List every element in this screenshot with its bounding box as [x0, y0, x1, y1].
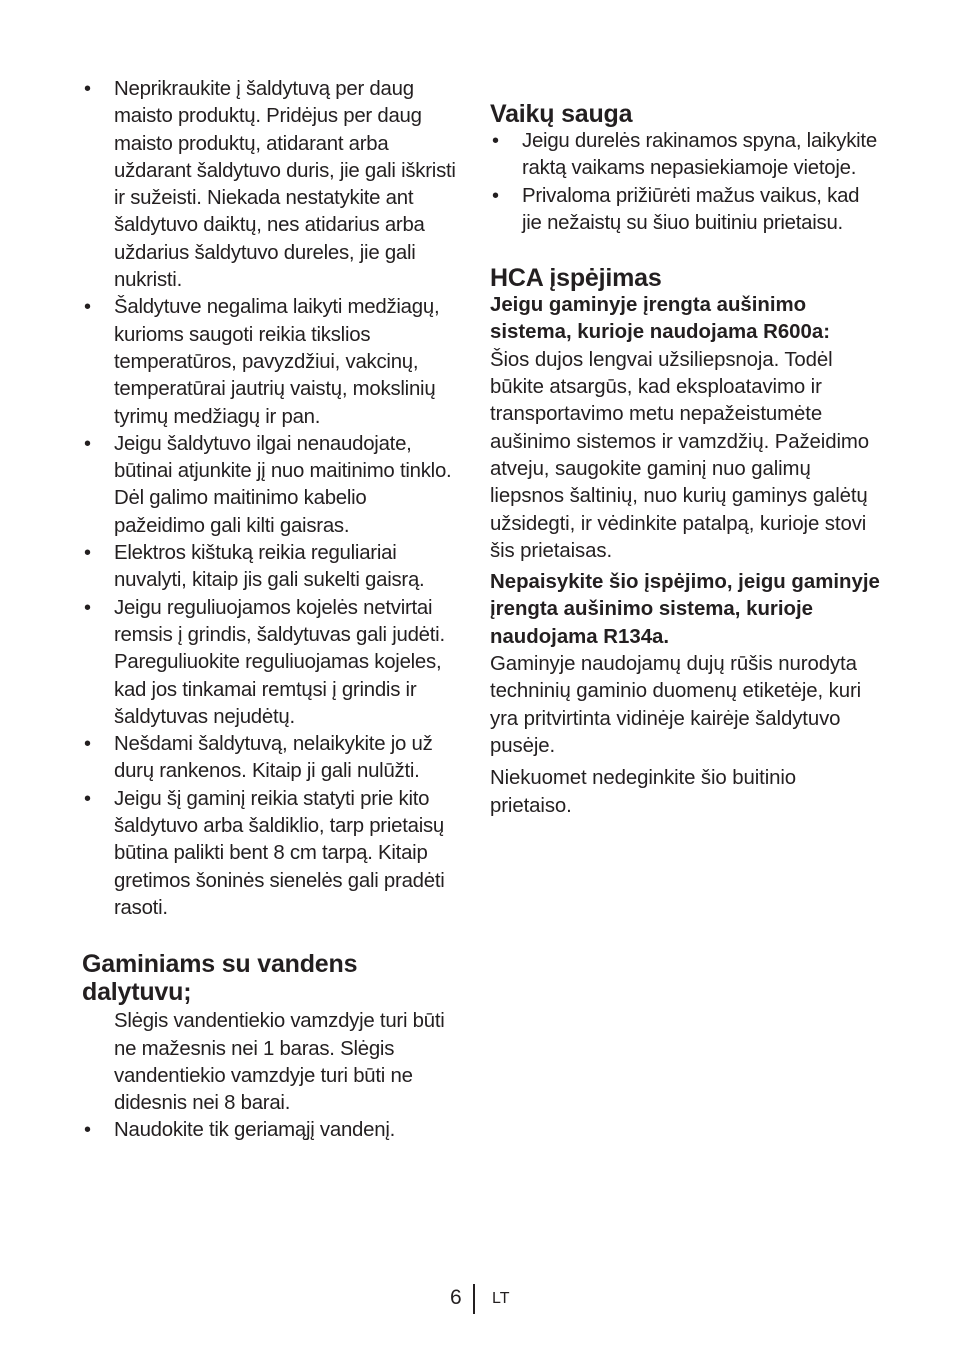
- list-item: [82, 540, 462, 595]
- bullet-icon: •: [84, 432, 91, 455]
- list-item: [82, 1117, 462, 1144]
- bullet-icon: •: [492, 184, 499, 207]
- water-pressure-paragraph: Slėgis vandentiekio vamzdyje turi būti ne mažesnis nei 1 baras. Slėgis vandentiekio vamzdyje turi būti ne didesnis nei 8 barai.: [114, 1010, 445, 1115]
- list-item-text: Privaloma prižiūrėti mažus vaikus, kad jie nežaistų su šiuo buitiniu prietaisu.: [522, 184, 860, 234]
- bullet-icon: •: [84, 733, 91, 756]
- gas-type-paragraph: Gaminyje naudojamų dujų rūšis nurodyta techninių gaminio duomenų etiketėje, kuri yra pritvirtinta vidinėje kairėje šaldytuvo pusėje.: [490, 653, 862, 757]
- water-dispenser-heading: Gaminiams su vandens dalytuvu;: [82, 950, 358, 1007]
- bullet-icon: •: [84, 296, 91, 319]
- list-item: [82, 76, 462, 294]
- page-number: 6: [450, 1286, 462, 1309]
- right-column: [490, 76, 880, 820]
- list-item-text: Jeigu šį gaminį reikia statyti prie kito šaldytuvo arba šaldiklio, tarp prietaisų būtina palikti bent 8 cm tarpą. Kitaip gretimos šoninės sienelės gali pradėti rasoti.: [114, 787, 445, 919]
- bullet-icon: •: [84, 78, 91, 100]
- list-item-text: Šaldytuve negalima laikyti medžiagų, kurioms saugoti reikia tikslios temperatūros, pavyzdžiui, vakcinų, temperatūrai jautrių vaistų, mokslinių tyrimų medžiagų ir pan.: [114, 296, 440, 428]
- list-item: [490, 128, 880, 183]
- page-footer: [0, 1284, 954, 1314]
- list-item-text: Naudokite tik geriamąjį vandenį.: [114, 1119, 396, 1142]
- list-item-text: Elektros kištuką reikia reguliariai nuvalyti, kitaip jis gali sukelti gaisrą.: [114, 542, 425, 592]
- r600a-warning: Jeigu gaminyje įrengta aušinimo sistema, kurioje naudojama R600a:: [490, 294, 830, 344]
- bullet-icon: •: [84, 596, 91, 619]
- list-item: [82, 294, 462, 430]
- r600a-paragraph: Šios dujos lengvai užsiliepsnoja. Todėl būkite atsargūs, kad eksploatavimo ir transportavimo metu nepažeistumėte aušinimo sistemos ir vamzdžių. Pažeidimo atveju, saugokite gaminį nuo galimų liepsnos šaltinių, nuo kurių gaminys galėtų užsidegti, ir vėdinkite patalpą, kurioje stovi šis prietaisas.: [490, 348, 870, 562]
- list-item: [82, 731, 462, 786]
- list-item-text: Jeigu durelės rakinamos spyna, laikykite raktą vaikams nepasiekiamoje vietoje.: [522, 130, 877, 180]
- list-item: [490, 183, 880, 238]
- water-list: [82, 1117, 462, 1144]
- footer-divider: [473, 1284, 475, 1314]
- list-item: [82, 786, 462, 922]
- list-item-text: Jeigu šaldytuvo ilgai nenaudojate, būtinai atjunkite jį nuo maitinimo tinklo. Dėl galimo maitinimo kabelio pažeidimo gali kilti gaisras.: [114, 432, 452, 537]
- bullet-icon: •: [84, 787, 91, 810]
- list-item: [82, 431, 462, 540]
- list-item-text: Jeigu reguliuojamos kojelės netvirtai remsis į grindis, šaldytuvas gali judėti. Pareguliuokite reguliuojamas kojeles, kad jos tinkamai remtųsi į grindis ir šaldytuvas nejudėtų.: [114, 596, 445, 728]
- hca-warning-heading: HCA įspėjimas: [490, 264, 662, 293]
- child-safety-heading: Vaikų sauga: [490, 100, 633, 128]
- safety-list: [82, 76, 462, 922]
- language-code: LT: [492, 1290, 510, 1307]
- list-item-text: Nešdami šaldytuvą, nelaikykite jo už durų rankenos. Kitaip ji gali nulūžti.: [114, 733, 433, 783]
- bullet-icon: •: [84, 1119, 91, 1142]
- list-item: [82, 595, 462, 731]
- bullet-icon: •: [492, 130, 499, 152]
- child-safety-list: [490, 128, 880, 237]
- list-item-text: Neprikraukite į šaldytuvą per daug maisto produktų. Pridėjus per daug maisto produktų, atidarant arba uždarant šaldytuvo duris, jie gali iškristi ir sužeisti. Niekada nestatykite ant šaldytuvo daiktų, nes atidarius arba uždarius šaldytuvo dureles, jie gali nukristi.: [114, 78, 456, 292]
- no-burn-paragraph: Niekuomet nedeginkite šio buitinio prietaiso.: [490, 767, 797, 817]
- left-column: [82, 76, 462, 1145]
- r134a-warning: Nepaisykite šio įspėjimo, jeigu gaminyje įrengta aušinimo sistema, kurioje naudojama R134a.: [490, 571, 880, 648]
- bullet-icon: •: [84, 542, 91, 565]
